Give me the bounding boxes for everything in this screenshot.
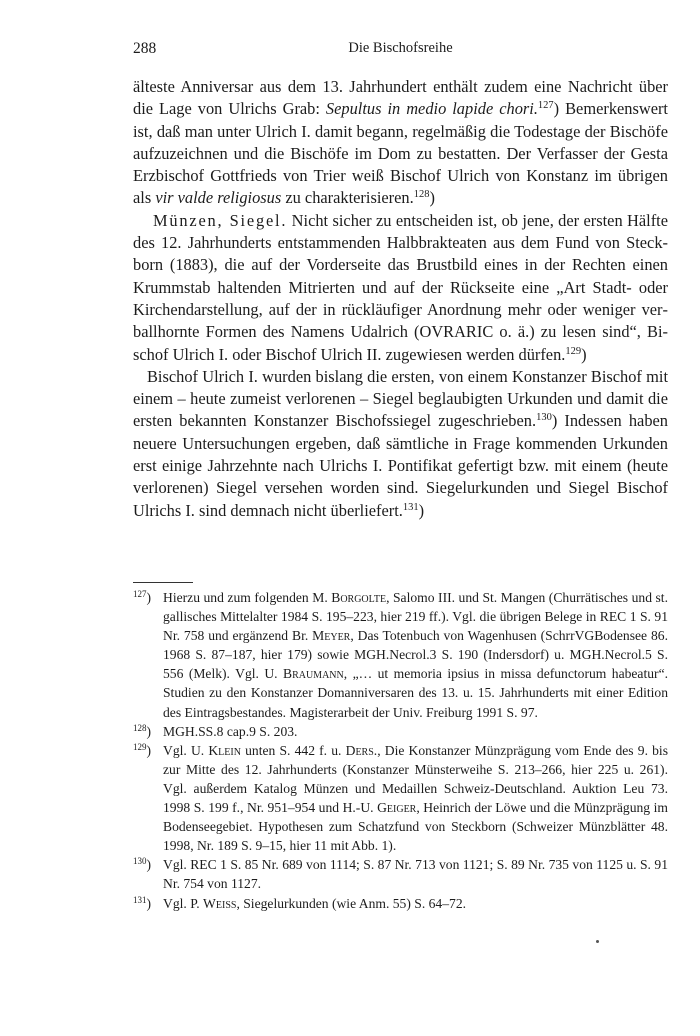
text-run: ) Bemerkenswert ist, daß man unter Ulrich I. damit begann, regelmäßig die Todestage der Bischöfe aufzuzeichnen und die Bischöfe im Dom zu bestatten. Der Verfasser der Gesta Erzbischof Gottfrieds von Trier weiß Bischof Ulrich von Konstanz im übrigen als <box>133 99 668 208</box>
footnote-number-text: 127 <box>133 589 147 599</box>
text-run: ) <box>418 500 425 520</box>
footnote-131 <box>133 894 668 913</box>
footnote-text: MGH.SS.8 cap.9 S. 203. <box>163 723 298 739</box>
footnote-127 <box>133 588 668 722</box>
footnote-text: , Salomo III. und St. Mangen (Churrätisches und st. gallisches Mittelalter 1984 S. 195–223, hier 219 ff.). Vgl. die übrigen Belege in REC 1 S. 91 Nr. 758 und ergänzend Br. <box>163 590 668 644</box>
main-text <box>133 76 668 522</box>
text-run: Bischof Ulrich I. wurden bislang die ersten, von einem Konstanzer Bischof mit einem – heute zumeist verlorenen – Siegel beglaubigten Urkunden und damit die ersten bekannten Konstanzer Bischofssiegel zugeschrieben. <box>133 366 668 431</box>
author-name: Braumann <box>283 666 344 682</box>
footnote-text: Vgl. REC 1 S. 85 Nr. 689 von 1114; S. 87 Nr. 713 von 1121; S. 89 Nr. 735 von 1125 u. S. 91 Nr. 754 von 1127. <box>163 857 668 892</box>
author-name: Geiger <box>377 800 417 816</box>
author-name: Weiß <box>203 895 237 911</box>
author-name: Meyer <box>312 628 351 644</box>
footnote-text: unten S. 442 f. u. <box>240 742 346 758</box>
latin-quote: Sepultus in medio lapide chori. <box>325 99 538 119</box>
footnote-separator <box>133 582 193 583</box>
latin-quote: vir valde religiosus <box>155 188 282 208</box>
footnote-number: $^{130}$) <box>133 856 152 873</box>
footnote-text: , „… ut memoria ipsius in missa defunctorum habeatur“. Studien zu den Konstanzer Domanniversaren des 13. u. 15. Jahrhunderts mit einer Edition des Eintragsbestandes. Magisterarbeit der Univ. Freiburg 1991 S. 97. <box>163 666 668 720</box>
text-run: Nicht sicher zu entscheiden ist, ob jene, der ersten Hälfte des 12. Jahrhunderts entstammenden Halbbrakteaten aus dem Fund von Steckborn (1883), die auf der Vorderseite das Brustbild eines in der Rechten einen Krummstab haltenden Mitrierten und auf der Rückseite eine „Art Stadt- oder Kirchendarstellung, auf der in rückläufiger Anordnung mehr oder weniger verballhornte Formen des Namens Udalrich (OVRARIC o. ä.) zu lesen sind“, Bischof Ulrich I. oder Bischof Ulrich II. zugewiesen werden dürfen. <box>133 210 668 364</box>
footnote-number: $^{127}$) <box>133 589 152 605</box>
text-run: ) Indessen haben neuere Untersuchungen ergeben, daß sämtliche in Frage kommenden Urkunden erst einige Jahrzehnte nach Ulrichs I. Pontifikat gefertigt bzw. mit einem (heute verlorenen) Siegel versehen worden sind. Siegelurkunden und Siegel Bischof Ulrichs I. sind demnach nicht überliefert. <box>133 411 668 520</box>
running-title: Die Bischofsreihe <box>348 40 453 56</box>
footnotes <box>133 588 668 913</box>
footnote-number-text: 129 <box>133 741 147 752</box>
footnote-text: Hierzu und zum folgenden M. <box>163 590 332 605</box>
footnote-text: , Die Konstanzer Münzprägung vom Ende des 9. bis zur Mitte des 12. Jahrhunderts (Konstanzer Münsterweihe S. 213–266, hier 225 u. 261). Vgl. außerdem Katalog Münzen und Medaillen Schweiz-Deutschland. Auktion Leu 73. 1998 S. 199 f., Nr. 951–954 und H.-U. <box>163 742 668 816</box>
footnote-129 <box>133 741 668 856</box>
footnote-number-text: 130 <box>133 856 147 867</box>
footnote-number: $^{128}$) <box>133 722 152 739</box>
scan-speck <box>596 940 599 943</box>
section-heading-inline: Münzen, Siegel. <box>153 210 288 230</box>
author-name: Ders. <box>345 742 378 758</box>
text-run: ) <box>429 188 435 208</box>
footnote-ref-127: 127 <box>537 100 554 112</box>
footnote-ref-129: 129 <box>565 345 582 357</box>
footnote-130 <box>133 855 668 893</box>
text-run: ) <box>581 344 587 364</box>
footnote-text: Vgl. P. <box>163 895 204 911</box>
author-name: Klein <box>208 742 241 758</box>
footnote-ref-130: 130 <box>536 412 552 424</box>
footnote-number-text: 128 <box>133 722 147 733</box>
text-run: zu charakterisieren. <box>281 188 414 208</box>
footnote-128 <box>133 722 668 741</box>
footnote-number-text: 131 <box>133 894 147 905</box>
footnote-text: Vgl. U. <box>163 742 209 758</box>
footnote-ref-128: 128 <box>413 189 430 201</box>
footnote-number: $^{129}$) <box>133 741 152 758</box>
page-header <box>133 40 668 60</box>
paragraph-3 <box>133 366 668 522</box>
paragraph-1 <box>133 76 668 210</box>
footnote-text: , Siegelurkunden (wie Anm. 55) S. 64–72. <box>236 895 467 911</box>
author-name: Borgolte <box>331 590 387 605</box>
footnote-ref-131: 131 <box>402 501 419 513</box>
footnote-text: , Heinrich der Löwe und die Münzprägung im Bodenseegebiet. Hypothesen zum Schatzfund von Steckborn (Schweizer Münzblätter 48. 1998, Nr. 189 S. 9–15, hier 11 mit Abb. 1). <box>163 800 668 854</box>
paragraph-2 <box>133 210 668 366</box>
footnote-number: $^{131}$) <box>133 894 152 911</box>
text-run: älteste Anniversar aus dem 13. Jahrhundert enthält zudem eine Nachricht über die Lage von Ulrichs Grab: <box>133 77 668 119</box>
page-number: 288 <box>133 40 157 57</box>
footnote-text: , Das Totenbuch von Wagenhusen (SchrrVGBodensee 86. 1968 S. 87–187, hier 179) sowie MGH.Necrol.3 S. 190 (Indersdorf) u. MGH.Necrol.5 S. 556 (Melk). Vgl. U. <box>163 628 668 682</box>
